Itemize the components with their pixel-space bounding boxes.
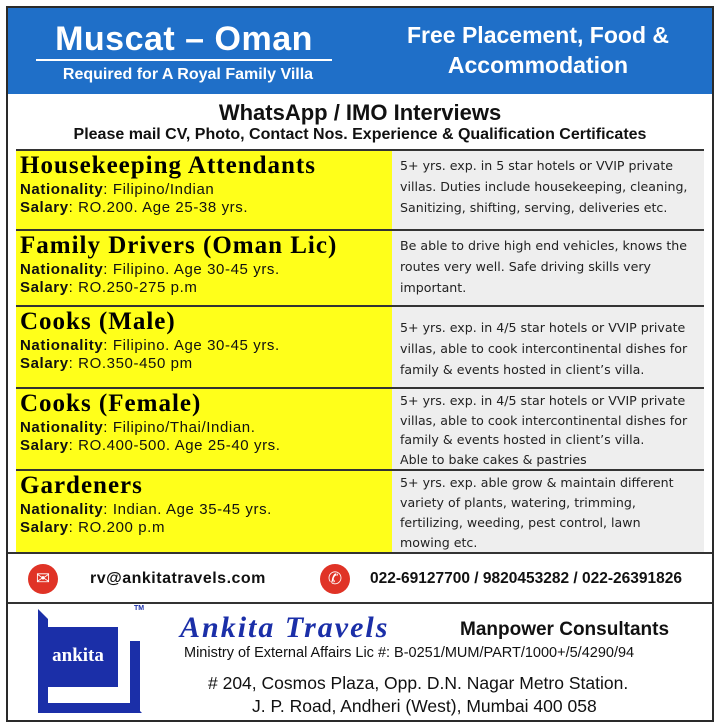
- salary-label: Salary: [20, 519, 69, 536]
- job-title: Cooks (Female): [20, 390, 202, 417]
- description-line: variety of plants, watering, trimming,: [400, 495, 636, 510]
- address-line-1: # 204, Cosmos Plaza, Opp. D.N. Nagar Metro Station.: [208, 673, 629, 693]
- job-description: [392, 307, 704, 387]
- job-nationality: [20, 181, 392, 199]
- nationality-label: Nationality: [20, 261, 104, 278]
- salary-label: Salary: [20, 199, 69, 216]
- job-title: Gardeners: [20, 472, 143, 499]
- description-line: important.: [400, 280, 467, 295]
- logo-trademark: TM: [134, 605, 145, 612]
- salary-value: : RO.250-275 p.m: [68, 279, 198, 296]
- license-number: Ministry of External Affairs Lic #: B-0251/MUM/PART/1000+/5/4290/94: [184, 645, 635, 661]
- job-nationality: [20, 261, 392, 279]
- description-line: family & events hosted in client’s villa.: [400, 362, 645, 377]
- job-summary: [16, 307, 392, 387]
- ankita-logo: [34, 605, 146, 717]
- job-salary: [20, 199, 392, 217]
- interview-instructions: Please mail CV, Photo, Contact Nos. Experience & Qualification Certificates: [73, 126, 647, 143]
- logo-text: ankita: [52, 645, 104, 666]
- job-nationality: [20, 419, 392, 437]
- header-subtitle: Required for A Royal Family Villa: [62, 66, 314, 83]
- nationality-label: Nationality: [20, 501, 104, 518]
- description-line: 5+ yrs. exp. able grow & maintain different: [400, 475, 674, 490]
- salary-label: Salary: [20, 279, 69, 296]
- header-banner: [8, 8, 712, 94]
- job-summary: [16, 471, 392, 553]
- description-line: villas. Duties include housekeeping, cleaning,: [400, 179, 688, 194]
- job-nationality: [20, 501, 392, 519]
- nationality-label: Nationality: [20, 419, 104, 436]
- brand-tagline: Manpower Consultants: [460, 619, 670, 640]
- description-line: 5+ yrs. exp. in 4/5 star hotels or VVIP private: [400, 393, 686, 408]
- description-line: Be able to drive high end vehicles, knows the: [400, 238, 687, 253]
- mail-icon: ✉: [28, 564, 58, 594]
- salary-label: Salary: [20, 437, 69, 454]
- job-title: Family Drivers (Oman Lic): [20, 232, 338, 259]
- salary-value: : RO.200 p.m: [68, 519, 166, 536]
- salary-value: : RO.200. Age 25-38 yrs.: [68, 199, 249, 216]
- benefits-line-1: Free Placement, Food &: [406, 22, 669, 48]
- job-row: [16, 387, 704, 469]
- description-line: villas, able to cook intercontinental dishes for: [400, 341, 688, 356]
- header-location-block: [8, 8, 368, 94]
- job-summary: [16, 389, 392, 469]
- job-description: [392, 471, 704, 553]
- header-title: Muscat – Oman: [55, 20, 313, 58]
- job-salary: [20, 355, 392, 373]
- nationality-label: Nationality: [20, 181, 104, 198]
- job-summary: [16, 151, 392, 229]
- logo-bar: [130, 641, 140, 711]
- phone-numbers: 022-69127700 / 9820453282 / 022-26391826: [370, 570, 683, 587]
- description-line: mowing etc.: [400, 535, 478, 550]
- nationality-value: : Filipino. Age 30-45 yrs.: [103, 261, 280, 278]
- brand-name: Ankita Travels: [180, 611, 390, 644]
- job-row: [16, 149, 704, 229]
- salary-value: : RO.350-450 pm: [68, 355, 193, 372]
- nationality-value: : Indian. Age 35-45 yrs.: [103, 501, 272, 518]
- description-line: villas, able to cook intercontinental dishes for: [400, 412, 688, 428]
- job-salary: [20, 437, 392, 455]
- job-title: Housekeeping Attendants: [20, 152, 316, 179]
- description-line: routes very well. Safe driving skills very: [400, 259, 651, 274]
- job-description: [392, 151, 704, 229]
- job-salary: [20, 279, 392, 297]
- description-line: Able to bake cakes & pastries: [400, 451, 587, 467]
- description-line: 5+ yrs. exp. in 4/5 star hotels or VVIP private: [400, 320, 686, 335]
- interview-title: WhatsApp / IMO Interviews: [218, 100, 502, 125]
- nationality-value: : Filipino. Age 30-45 yrs.: [103, 337, 280, 354]
- salary-label: Salary: [20, 355, 69, 372]
- job-salary: [20, 519, 392, 537]
- job-row: [16, 469, 704, 553]
- salary-value: : RO.400-500. Age 25-40 yrs.: [68, 437, 281, 454]
- job-description: [392, 231, 704, 305]
- address-line-2: J. P. Road, Andheri (West), Mumbai 400 058: [252, 696, 597, 716]
- header-benefits: [368, 20, 708, 80]
- job-summary: [16, 231, 392, 305]
- job-description: [392, 389, 704, 469]
- description-line: Sanitizing, shifting, serving, deliveries etc.: [400, 200, 668, 215]
- contact-band: [8, 552, 712, 604]
- phone-icon: ✆: [320, 564, 350, 594]
- email-link[interactable]: rv@ankitatravels.com: [90, 570, 266, 587]
- nationality-value: : Filipino/Thai/Indian.: [103, 419, 256, 436]
- nationality-label: Nationality: [20, 337, 104, 354]
- header-title-underline: [36, 59, 332, 61]
- job-nationality: [20, 337, 392, 355]
- job-title: Cooks (Male): [20, 308, 176, 335]
- description-line: 5+ yrs. exp. in 5 star hotels or VVIP private: [400, 158, 674, 173]
- benefits-line-2: Accommodation: [447, 52, 629, 78]
- job-row: [16, 305, 704, 387]
- job-poster: [6, 6, 714, 722]
- nationality-value: : Filipino/Indian: [103, 181, 215, 198]
- job-row: [16, 229, 704, 305]
- description-line: family & events hosted in client’s villa.: [400, 432, 645, 447]
- description-line: fertilizing, weeding, pest control, lawn: [400, 515, 641, 530]
